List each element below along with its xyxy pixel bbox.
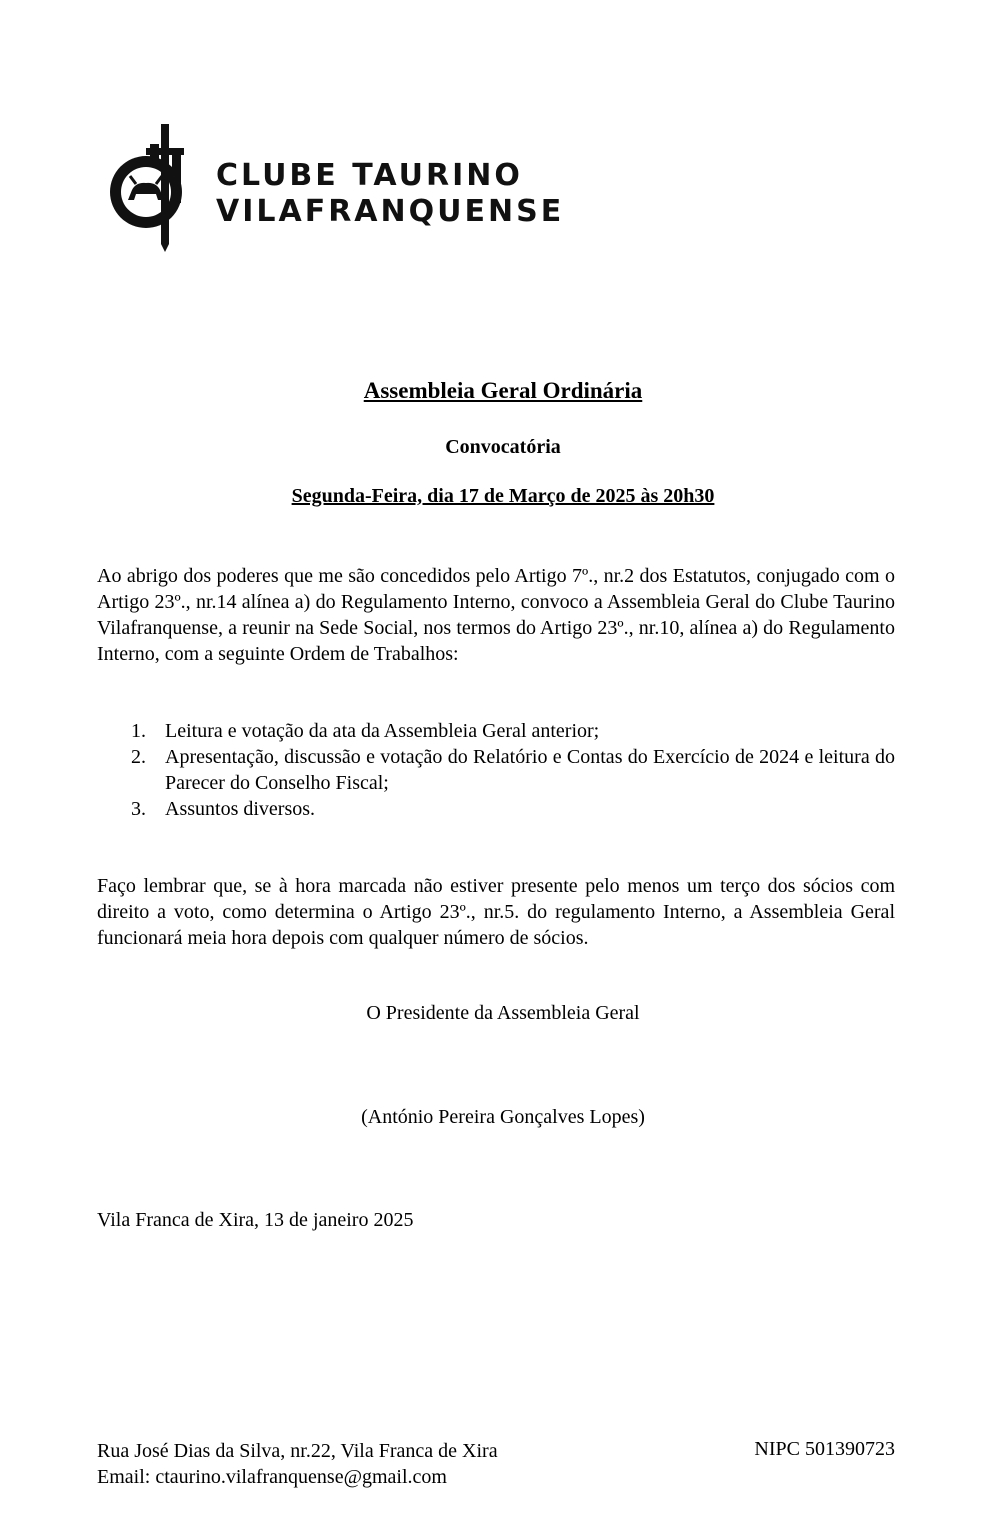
footer-email: Email: ctaurino.vilafranquense@gmail.com [97, 1466, 447, 1488]
place-and-date: Vila Franca de Xira, 13 de janeiro 2025 [97, 1209, 414, 1231]
agenda-item-number: 2. [131, 746, 146, 768]
agenda-item-number: 3. [131, 798, 146, 820]
agenda-item-text: Leitura e votação da ata da Assembleia Geral anterior; [165, 720, 600, 742]
club-name-logotype [216, 158, 564, 230]
agenda-item-text: Apresentação, discussão e votação do Relatório e Contas do Exercício de 2024 e leitura do Parecer do Conselho Fiscal; [165, 746, 895, 794]
convocation-paragraph: Ao abrigo dos poderes que me são concedidos pelo Artigo 7º., nr.2 dos Estatutos, conjugado com o Artigo 23º., nr.14 alínea a) do Regulamento Interno, convoco a Assembleia Geral do Clube Taurino Vilafranquense, a reunir na Sede Social, nos termos do Artigo 23º., nr.10, alínea a) do Regulamento Interno, com a seguinte Ordem de Trabalhos: [97, 565, 895, 665]
logo-line-1: CLUBE TAURINO [216, 158, 523, 193]
agenda-list [97, 718, 895, 822]
signatory-role: O Presidente da Assembleia Geral [366, 1002, 640, 1024]
agenda-item-number: 1. [131, 720, 146, 742]
logo-line-2: VILAFRANQUENSE [216, 194, 565, 229]
agenda-item-text: Assuntos diversos. [165, 798, 316, 820]
agenda-item [97, 744, 895, 796]
agenda-item [97, 718, 895, 744]
document-subtitle: Convocatória [445, 436, 561, 458]
club-emblem-icon [106, 120, 202, 252]
footer-address: Rua José Dias da Silva, nr.22, Vila Franca de Xira [97, 1440, 498, 1462]
club-logo [106, 120, 576, 252]
agenda-item [97, 796, 895, 822]
quorum-reminder-paragraph: Faço lembrar que, se à hora marcada não estiver presente pelo menos um terço dos sócios com direito a voto, como determina o Artigo 23º., nr.5. do regulamento Interno, a Assembleia Geral funcionará meia hora depois com qualquer número de sócios. [97, 875, 895, 949]
document-title: Assembleia Geral Ordinária [363, 378, 643, 403]
footer-nipc: NIPC 501390723 [754, 1438, 895, 1460]
signatory-name: (António Pereira Gonçalves Lopes) [361, 1106, 645, 1128]
meeting-date: Segunda-Feira, dia 17 de Março de 2025 às 20h30 [291, 485, 715, 507]
footer-contact [97, 1438, 498, 1490]
